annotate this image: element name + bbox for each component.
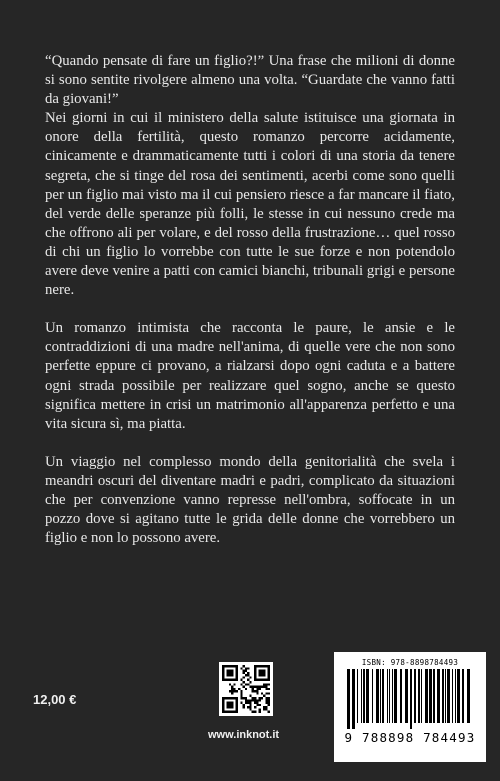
ean-digits: 9 788898 784493 <box>344 730 476 745</box>
isbn-label: ISBN: 978-8898784493 <box>361 658 459 667</box>
barcode-icon <box>343 669 477 729</box>
blurb-paragraph-2: Nei giorni in cui il ministero della salute istituisce una giornata in onore della fertilità, questo romanzo percorre acidamente, cinicamente e drammaticamente tutti i colori di una storia da tenere segreta, che si tinge del rosa dei sentimenti, acerbi come sono quelli per un figlio mai visto ma il cui pensiero riesce a far mancare il fiato, del verde delle speranze più folli, le stesse in cui nessuno crede ma che offrono ali per volare, e del rosso della frustrazione… quel rosso di chi un figlio lo vorrebbe con tutte le sue forze e non potendolo avere deve venire a patti con camici bianchi, tribunali grigi e persone nere. <box>45 110 455 299</box>
publisher-website: www.inknot.it <box>208 729 280 741</box>
blurb-paragraph-4: Un viaggio nel complesso mondo della genitorialità che svela i meandri oscuri del diventare madri e padri, complicato da situazioni che per convenzione vanno represse nell'ombra, soffocate in un pozzo dove si agitano tutte le grida delle donne che vorrebbero un figlio e non lo possono avere. <box>45 453 455 547</box>
isbn-barcode <box>334 652 486 762</box>
back-cover-blurb <box>45 52 455 567</box>
price-label: 12,00 € <box>33 692 77 707</box>
blurb-paragraph-1: “Quando pensate di fare un figlio?!” Una frase che milioni di donne si sono sentite rivolgere almeno una volta. “Guardate che vanno fatti da giovani!” <box>45 53 455 108</box>
blurb-paragraph-3: Un romanzo intimista che racconta le paure, le ansie e le contraddizioni di una madre nell'anima, di quelle vere che non sono perfette eppure ci provano, a rialzarsi dopo ogni caduta e a battere ogni strada possibile per realizzare quel sogno, anche se questo significa mettere in crisi un matrimonio all'apparenza perfetto e una vita sicura sì, ma piatta. <box>45 320 455 432</box>
qr-code-icon <box>219 662 273 716</box>
